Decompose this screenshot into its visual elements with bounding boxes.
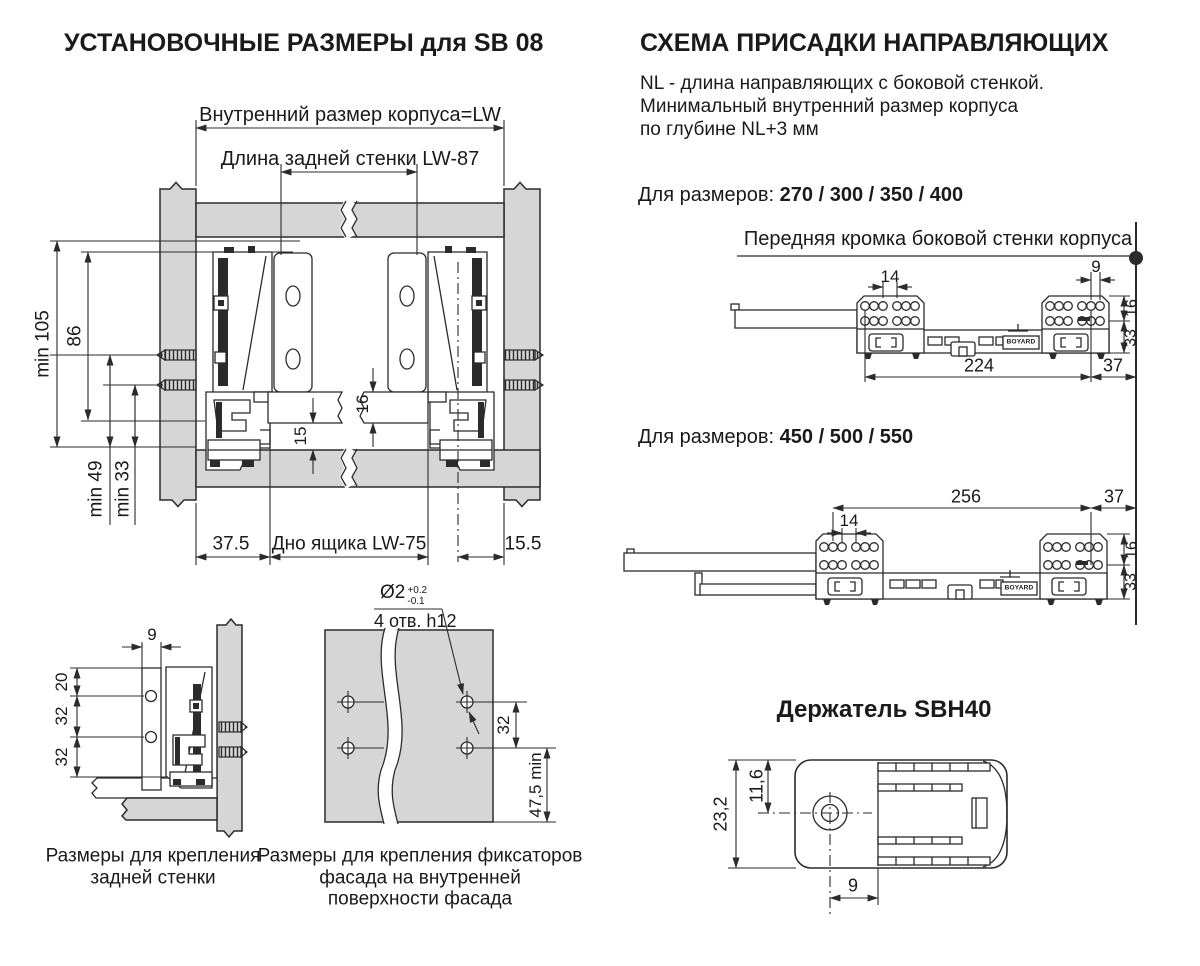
dim-16-d1: 16 (1123, 299, 1141, 317)
dim-33-d2: 33 (1122, 573, 1140, 591)
facade-caption-line3: поверхности фасада (327, 888, 513, 910)
back-wall-plate (142, 668, 161, 790)
brand-logo-d1: BOYARD (1006, 338, 1036, 346)
holder-sbh40-drawing (728, 760, 1007, 916)
dim-86: 86 (64, 325, 86, 347)
dim-9-holder: 9 (847, 875, 859, 896)
back-mount-caption-line1: Размеры для крепления (45, 845, 261, 867)
bottom-rail-side-view (122, 798, 217, 820)
facade-fixator-drawing (325, 609, 556, 824)
right-section-title: СХЕМА ПРИСАДКИ НАПРАВЛЯЮЩИХ (640, 29, 1109, 57)
dim-11-6: 11,6 (746, 769, 767, 803)
dim-32-b: 32 (51, 747, 71, 767)
dim-16: 16 (352, 394, 372, 414)
dim-16-d2: 16 (1123, 541, 1141, 559)
hole-diameter-label (380, 583, 427, 607)
dim-15: 15 (290, 426, 310, 446)
dim-32-a: 32 (51, 706, 71, 726)
brand-logo-d2: BOYARD (1004, 584, 1034, 592)
holder-title: Держатель SBH40 (776, 696, 992, 724)
dim-33-d1: 33 (1122, 329, 1140, 347)
dim-label-lw: Внутренний размер корпуса=LW (199, 104, 501, 127)
back-wall-mounting-drawing (70, 619, 247, 837)
facade-caption-line2: фасада на внутренней (319, 867, 521, 889)
dim-min49: min 49 (85, 460, 107, 518)
dim-23-2: 23,2 (710, 796, 731, 832)
facade-caption-line1: Размеры для крепления фиксаторов (257, 845, 583, 867)
dim-37-5: 37.5 (212, 533, 250, 555)
dim-32-facade: 32 (493, 715, 513, 735)
drawer-bottom-left-part (268, 392, 342, 423)
dim-label-drawer-bottom: Дно ящика LW-75 (271, 533, 427, 555)
back-wall-dimensions (70, 642, 181, 777)
dim-min33: min 33 (112, 460, 134, 518)
hole-diameter-value: Ø2 (380, 582, 406, 603)
dim-label-back-wall: Длина задней стенки LW-87 (220, 148, 480, 171)
hole-tolerance: +0.2 -0.1 (407, 585, 428, 607)
front-edge-label: Передняя кромка боковой стенки корпуса (743, 228, 1133, 251)
left-section-title: УСТАНОВОЧНЫЕ РАЗМЕРЫ для SB 08 (64, 29, 544, 57)
dim-9-d1: 9 (1091, 256, 1101, 276)
dim-15-5: 15.5 (504, 533, 542, 555)
sizes-line-2: Для размеров: 450 / 500 / 550 (638, 426, 914, 448)
back-mount-caption-line2: задней стенки (90, 867, 216, 889)
dim-37-d1: 37 (1102, 355, 1124, 376)
dim-14-d2: 14 (839, 510, 859, 530)
cabinet-side-panel-left (160, 183, 196, 507)
dim-min105: min 105 (32, 310, 54, 378)
dim-9-back: 9 (147, 624, 157, 644)
dim-224: 224 (963, 355, 995, 376)
facade-panel (325, 630, 493, 822)
dim-256: 256 (950, 486, 982, 507)
nl-note-line1: NL - длина направляющих с боковой стенкой. (640, 73, 1045, 94)
nl-note-line3: по глубине NL+3 мм (640, 119, 819, 140)
dim-14-d1: 14 (880, 266, 900, 286)
dim-20: 20 (51, 672, 71, 692)
sizes-line-1: Для размеров: 270 / 300 / 350 / 400 (638, 184, 964, 206)
dim-47-5-min: 47,5 min (525, 752, 545, 818)
holes-note: 4 отв. h12 (374, 611, 457, 631)
drawer-slide-right (388, 246, 494, 470)
nl-note-line2: Минимальный внутренний размер корпуса (640, 96, 1019, 117)
drilling-diagram-2 (624, 508, 1136, 605)
dim-37-d2: 37 (1103, 486, 1125, 507)
